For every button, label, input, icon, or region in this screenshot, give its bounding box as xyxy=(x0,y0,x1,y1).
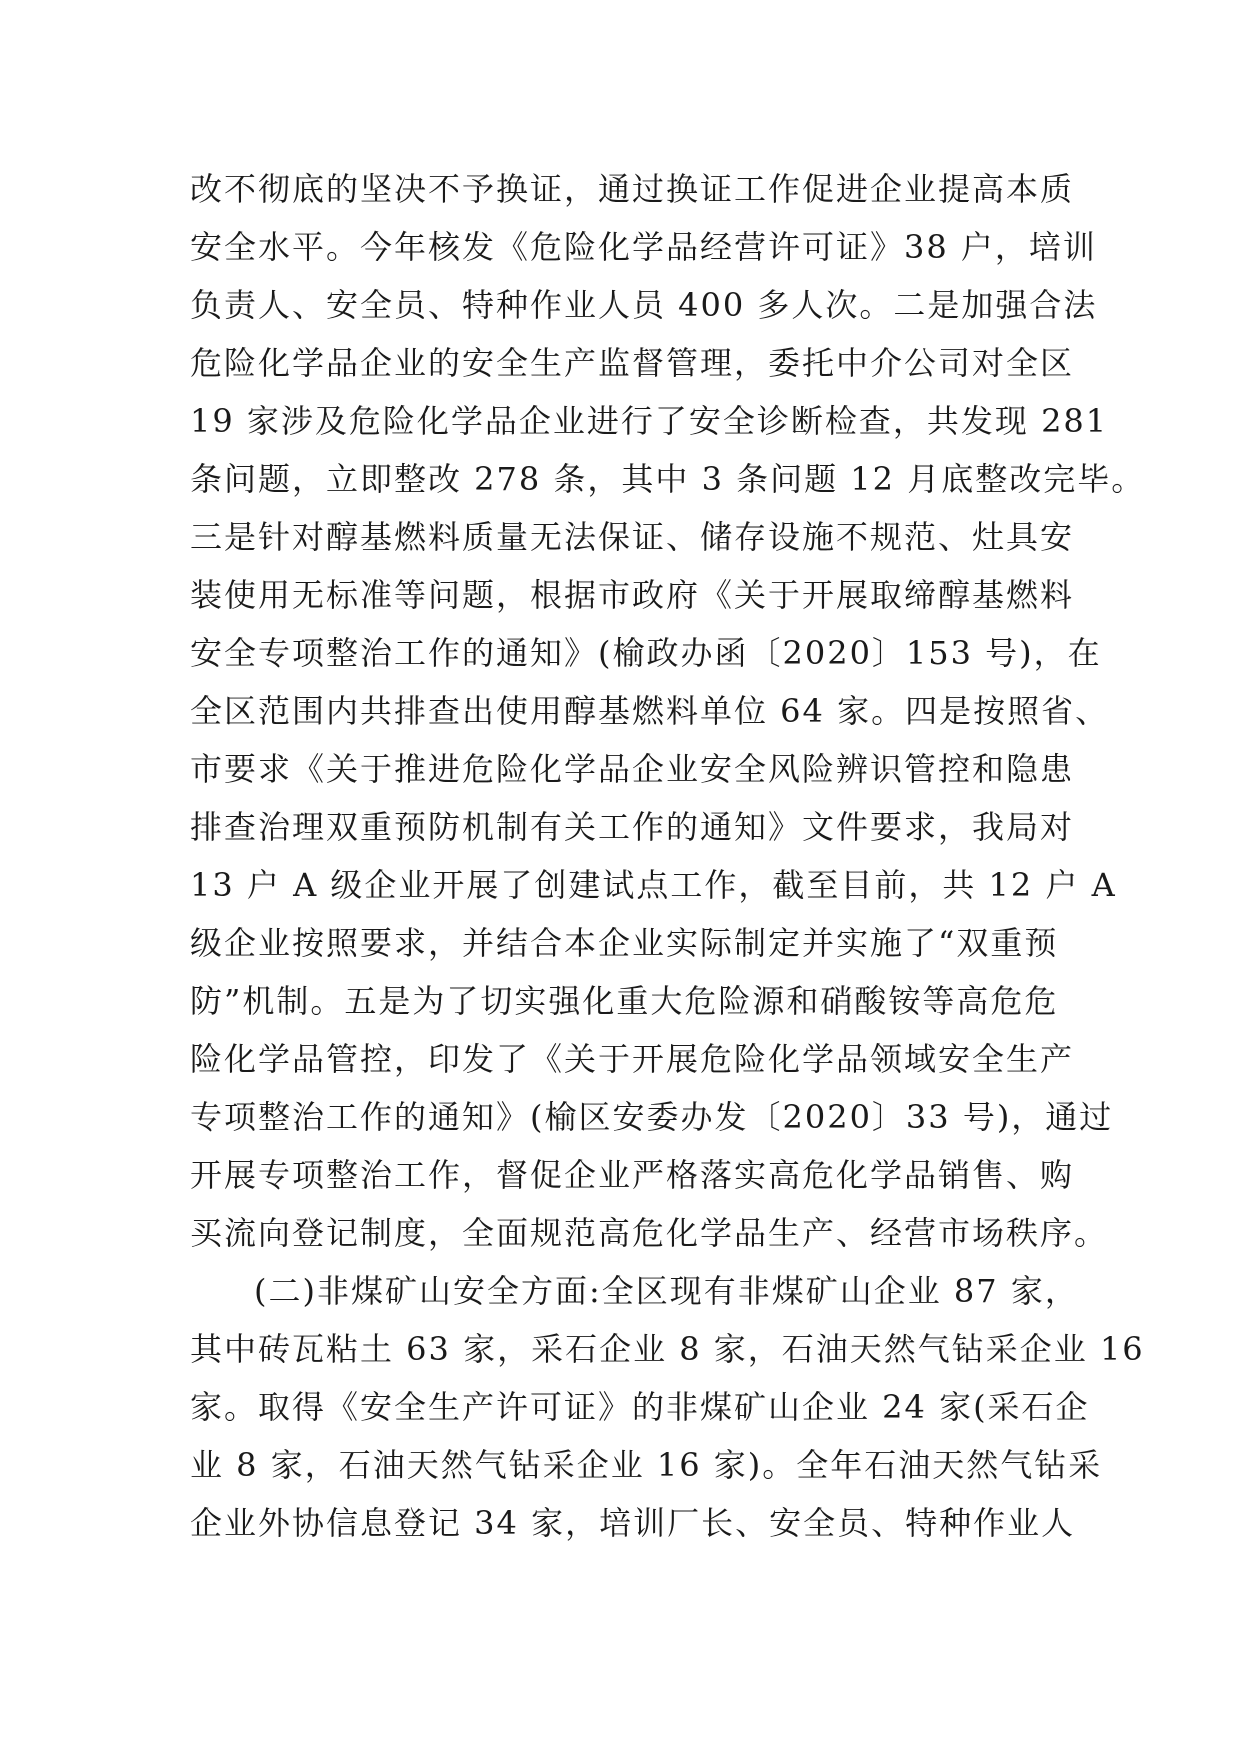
text-line: 专项整治工作的通知》(榆区安委办发〔2020〕33 号)，通过 xyxy=(190,1098,1114,1136)
text-line: 其中砖瓦粘土 63 家，采石企业 8 家，石油天然气钻采企业 16 xyxy=(190,1330,1145,1368)
text-line: 买流向登记制度，全面规范高危化学品生产、经营市场秩序。 xyxy=(190,1214,1109,1252)
text-line: 改不彻底的坚决不予换证，通过换证工作促进企业提高本质 xyxy=(190,170,1075,208)
text-line: 企业外协信息登记 34 家，培训厂长、安全员、特种作业人 xyxy=(190,1504,1076,1542)
text-line: 级企业按照要求，并结合本企业实际制定并实施了“双重预 xyxy=(190,924,1059,962)
text-line: 安全专项整治工作的通知》(榆政办函〔2020〕153 号)，在 xyxy=(190,634,1102,672)
text-line: (二)非煤矿山安全方面:全区现有非煤矿山企业 87 家， xyxy=(254,1272,1079,1310)
document-body xyxy=(190,160,1146,1552)
text-line: 险化学品管控，印发了《关于开展危险化学品领域安全生产 xyxy=(190,1040,1075,1078)
text-line: 开展专项整治工作，督促企业严格落实高危化学品销售、购 xyxy=(190,1156,1075,1194)
text-line: 防”机制。五是为了切实强化重大危险源和硝酸铵等高危危 xyxy=(190,982,1059,1020)
text-line: 负责人、安全员、特种作业人员 400 多人次。二是加强合法 xyxy=(190,286,1098,324)
text-line: 安全水平。今年核发《危险化学品经营许可证》38 户，培训 xyxy=(190,228,1097,266)
text-line: 19 家涉及危险化学品企业进行了安全诊断检查，共发现 281 xyxy=(190,402,1109,440)
text-line: 家。取得《安全生产许可证》的非煤矿山企业 24 家(采石企 xyxy=(190,1388,1090,1426)
text-line: 业 8 家，石油天然气钻采企业 16 家)。全年石油天然气钻采 xyxy=(190,1446,1103,1484)
text-line: 条问题，立即整改 278 条，其中 3 条问题 12 月底整改完毕。 xyxy=(190,460,1146,498)
text-line: 全区范围内共排查出使用醇基燃料单位 64 家。四是按照省、 xyxy=(190,692,1110,730)
text-line: 市要求《关于推进危险化学品企业安全风险辨识管控和隐患 xyxy=(190,750,1075,788)
text-line: 13 户 A 级企业开展了创建试点工作，截至目前，共 12 户 A xyxy=(190,866,1117,904)
text-line: 装使用无标准等问题，根据市政府《关于开展取缔醇基燃料 xyxy=(190,576,1075,614)
text-line: 三是针对醇基燃料质量无法保证、储存设施不规范、灶具安 xyxy=(190,518,1075,556)
text-line: 危险化学品企业的安全生产监督管理，委托中介公司对全区 xyxy=(190,344,1075,382)
text-line: 排查治理双重预防机制有关工作的通知》文件要求，我局对 xyxy=(190,808,1075,846)
